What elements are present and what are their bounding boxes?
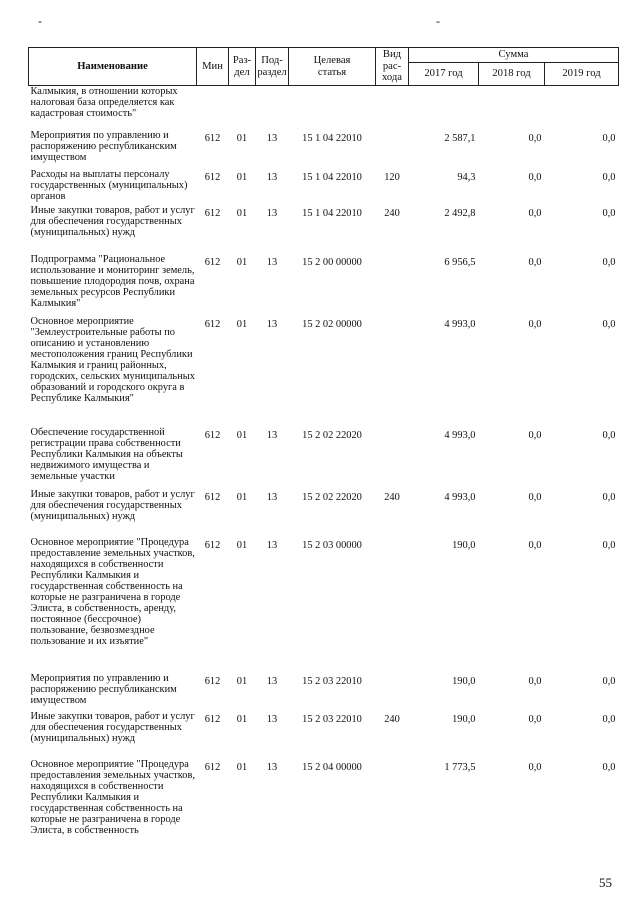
row-razdel: 01 <box>236 132 248 144</box>
row-name: Основное мероприятие "Процедура предоставления земельных участков, находящихся в собственности Республики Калмыкия и государственная собственность на которые не разграничена в городе Элиста, в собственность <box>30 758 195 837</box>
row-podrazdel: 13 <box>266 429 278 441</box>
row-2018 <box>479 86 545 130</box>
row-celevaya: 15 2 02 22020 <box>302 429 362 441</box>
row-podrazdel: 13 <box>266 207 278 219</box>
header-podrazdel <box>256 48 289 86</box>
row-2019: 0,0 <box>602 713 616 725</box>
row-2019: 0,0 <box>602 491 616 503</box>
row-razdel <box>229 86 256 130</box>
row-2018: 0,0 <box>528 675 542 687</box>
row-name: Основное мероприятие "Процедура предоставление земельных участков, находящихся в собственности Республики Калмыкия и государственная собственность на которые не разграничена в городе Элиста, в собственность, аренду, постоянное (бессрочное) пользование, безвозмездное пользование и их изъятие" <box>30 536 195 648</box>
table-row <box>29 169 619 205</box>
row-2018: 0,0 <box>528 132 542 144</box>
row-min: 612 <box>204 207 221 219</box>
header-name: Наименование <box>29 48 197 86</box>
table-row <box>29 489 619 537</box>
row-celevaya: 15 2 02 00000 <box>302 318 362 330</box>
row-min: 612 <box>204 713 221 725</box>
header-vid-label: Вид рас- хода <box>382 49 402 84</box>
row-2017: 190,0 <box>452 539 476 551</box>
header-2019: 2019 год <box>545 63 619 86</box>
row-celevaya: 15 2 04 00000 <box>302 761 362 773</box>
row-min: 612 <box>204 256 221 268</box>
row-min <box>197 86 229 130</box>
row-celevaya: 15 1 04 22010 <box>302 207 362 219</box>
row-razdel: 01 <box>236 539 248 551</box>
row-name: Обеспечение государственной регистрации права собственности Республики Калмыкия на объекты недвижимого имущества и земельные участки <box>30 426 183 482</box>
table-row <box>29 673 619 711</box>
row-2017: 4 993,0 <box>444 318 476 330</box>
header-podrazdel-label: Под- раздел <box>257 55 287 78</box>
row-vid <box>376 316 409 427</box>
row-name: Иные закупки товаров, работ и услуг для обеспечения государственных (муниципальных) нужд <box>30 204 195 238</box>
header-summa: Сумма <box>409 48 619 63</box>
row-2018: 0,0 <box>528 539 542 551</box>
row-min: 612 <box>204 539 221 551</box>
row-celevaya: 15 2 03 00000 <box>302 539 362 551</box>
row-celevaya: 15 1 04 22010 <box>302 171 362 183</box>
row-min: 612 <box>204 171 221 183</box>
row-razdel: 01 <box>236 675 248 687</box>
row-celevaya: 15 1 04 22010 <box>302 132 362 144</box>
row-celevaya <box>289 86 376 130</box>
row-2017: 2 492,8 <box>444 207 476 219</box>
row-vid: 240 <box>384 713 400 725</box>
row-2017: 1 773,5 <box>444 761 476 773</box>
row-2019: 0,0 <box>602 761 616 773</box>
row-2018: 0,0 <box>528 713 542 725</box>
row-podrazdel: 13 <box>266 675 278 687</box>
row-podrazdel: 13 <box>266 539 278 551</box>
row-min: 612 <box>204 761 221 773</box>
row-vid <box>376 254 409 316</box>
table-row <box>29 316 619 427</box>
row-min: 612 <box>204 491 221 503</box>
row-name: Иные закупки товаров, работ и услуг для обеспечения государственных (муниципальных) нужд <box>30 488 195 522</box>
table-row <box>29 427 619 489</box>
row-celevaya: 15 2 03 22010 <box>302 713 362 725</box>
row-vid <box>376 759 409 859</box>
row-2017: 4 993,0 <box>444 429 476 441</box>
page-number: 55 <box>599 875 612 890</box>
table-row <box>29 130 619 169</box>
row-min: 612 <box>204 429 221 441</box>
row-vid <box>376 427 409 489</box>
row-2017: 4 993,0 <box>444 491 476 503</box>
row-2017 <box>409 86 479 130</box>
row-2019: 0,0 <box>602 207 616 219</box>
header-celevaya <box>289 48 376 86</box>
budget-table <box>28 47 619 859</box>
row-2019: 0,0 <box>602 539 616 551</box>
row-razdel: 01 <box>236 713 248 725</box>
row-razdel: 01 <box>236 761 248 773</box>
row-2017: 190,0 <box>452 675 476 687</box>
header-celevaya-label: Целевая статья <box>313 55 351 78</box>
table-row <box>29 254 619 316</box>
row-2017: 6 956,5 <box>444 256 476 268</box>
row-podrazdel: 13 <box>266 761 278 773</box>
table-row <box>29 759 619 859</box>
row-name: Основное мероприятие "Землеустроительные работы по описанию и установлению местоположения границ Республики Калмыкия и границ районных, городских, сельских муниципальных образований и городского округа в Республике Калмыкия" <box>30 315 195 405</box>
row-razdel: 01 <box>236 318 248 330</box>
row-razdel: 01 <box>236 491 248 503</box>
row-vid <box>376 673 409 711</box>
row-razdel: 01 <box>236 171 248 183</box>
row-celevaya: 15 2 02 22020 <box>302 491 362 503</box>
row-name: Расходы на выплаты персоналу государственных (муниципальных) органов <box>30 168 188 202</box>
row-name: Мероприятия по управлению и распоряжению республиканским имуществом <box>30 129 177 163</box>
row-vid <box>376 537 409 673</box>
row-min: 612 <box>204 132 221 144</box>
table-body <box>29 86 619 859</box>
header-mark-right: - <box>436 14 440 28</box>
row-name: Иные закупки товаров, работ и услуг для обеспечения государственных (муниципальных) нужд <box>30 710 195 744</box>
row-2018: 0,0 <box>528 761 542 773</box>
row-podrazdel <box>256 86 289 130</box>
row-razdel: 01 <box>236 429 248 441</box>
row-vid: 240 <box>384 491 400 503</box>
header-razdel <box>229 48 256 86</box>
row-2017: 94,3 <box>457 171 476 183</box>
row-razdel: 01 <box>236 256 248 268</box>
row-podrazdel: 13 <box>266 171 278 183</box>
row-vid: 240 <box>384 207 400 219</box>
table-row <box>29 86 619 130</box>
table-header <box>29 48 619 86</box>
row-2019 <box>545 86 619 130</box>
row-vid: 120 <box>384 171 400 183</box>
row-name: Мероприятия по управлению и распоряжению республиканским имуществом <box>30 672 177 706</box>
row-2018: 0,0 <box>528 207 542 219</box>
row-2019: 0,0 <box>602 132 616 144</box>
row-razdel: 01 <box>236 207 248 219</box>
header-min: Мин <box>197 48 229 86</box>
row-vid <box>376 86 409 130</box>
row-2018: 0,0 <box>528 318 542 330</box>
header-razdel-label: Раз- дел <box>232 55 252 78</box>
row-2019: 0,0 <box>602 318 616 330</box>
row-2017: 190,0 <box>452 713 476 725</box>
row-name: Подпрограмма "Рациональное использование и мониторинг земель, повышение плодородия почв, охрана земельных ресурсов Республики Калмыкия" <box>30 253 195 309</box>
row-podrazdel: 13 <box>266 318 278 330</box>
row-2017: 2 587,1 <box>444 132 476 144</box>
row-podrazdel: 13 <box>266 713 278 725</box>
row-2018: 0,0 <box>528 491 542 503</box>
row-2019: 0,0 <box>602 256 616 268</box>
row-podrazdel: 13 <box>266 132 278 144</box>
table-row <box>29 205 619 254</box>
header-2017: 2017 год <box>409 63 479 86</box>
row-2018: 0,0 <box>528 256 542 268</box>
row-podrazdel: 13 <box>266 491 278 503</box>
table-row <box>29 711 619 759</box>
row-celevaya: 15 2 00 00000 <box>302 256 362 268</box>
row-2019: 0,0 <box>602 675 616 687</box>
header-vid <box>376 48 409 86</box>
header-mark-left: - <box>38 14 42 28</box>
row-min: 612 <box>204 318 221 330</box>
row-podrazdel: 13 <box>266 256 278 268</box>
row-2019: 0,0 <box>602 171 616 183</box>
header-2018: 2018 год <box>479 63 545 86</box>
row-2018: 0,0 <box>528 171 542 183</box>
table-row <box>29 537 619 673</box>
row-2019: 0,0 <box>602 429 616 441</box>
row-name: Калмыкия, в отношении которых налоговая база определяется как кадастровая стоимость" <box>30 86 178 120</box>
row-min: 612 <box>204 675 221 687</box>
row-vid <box>376 130 409 169</box>
row-2018: 0,0 <box>528 429 542 441</box>
row-celevaya: 15 2 03 22010 <box>302 675 362 687</box>
